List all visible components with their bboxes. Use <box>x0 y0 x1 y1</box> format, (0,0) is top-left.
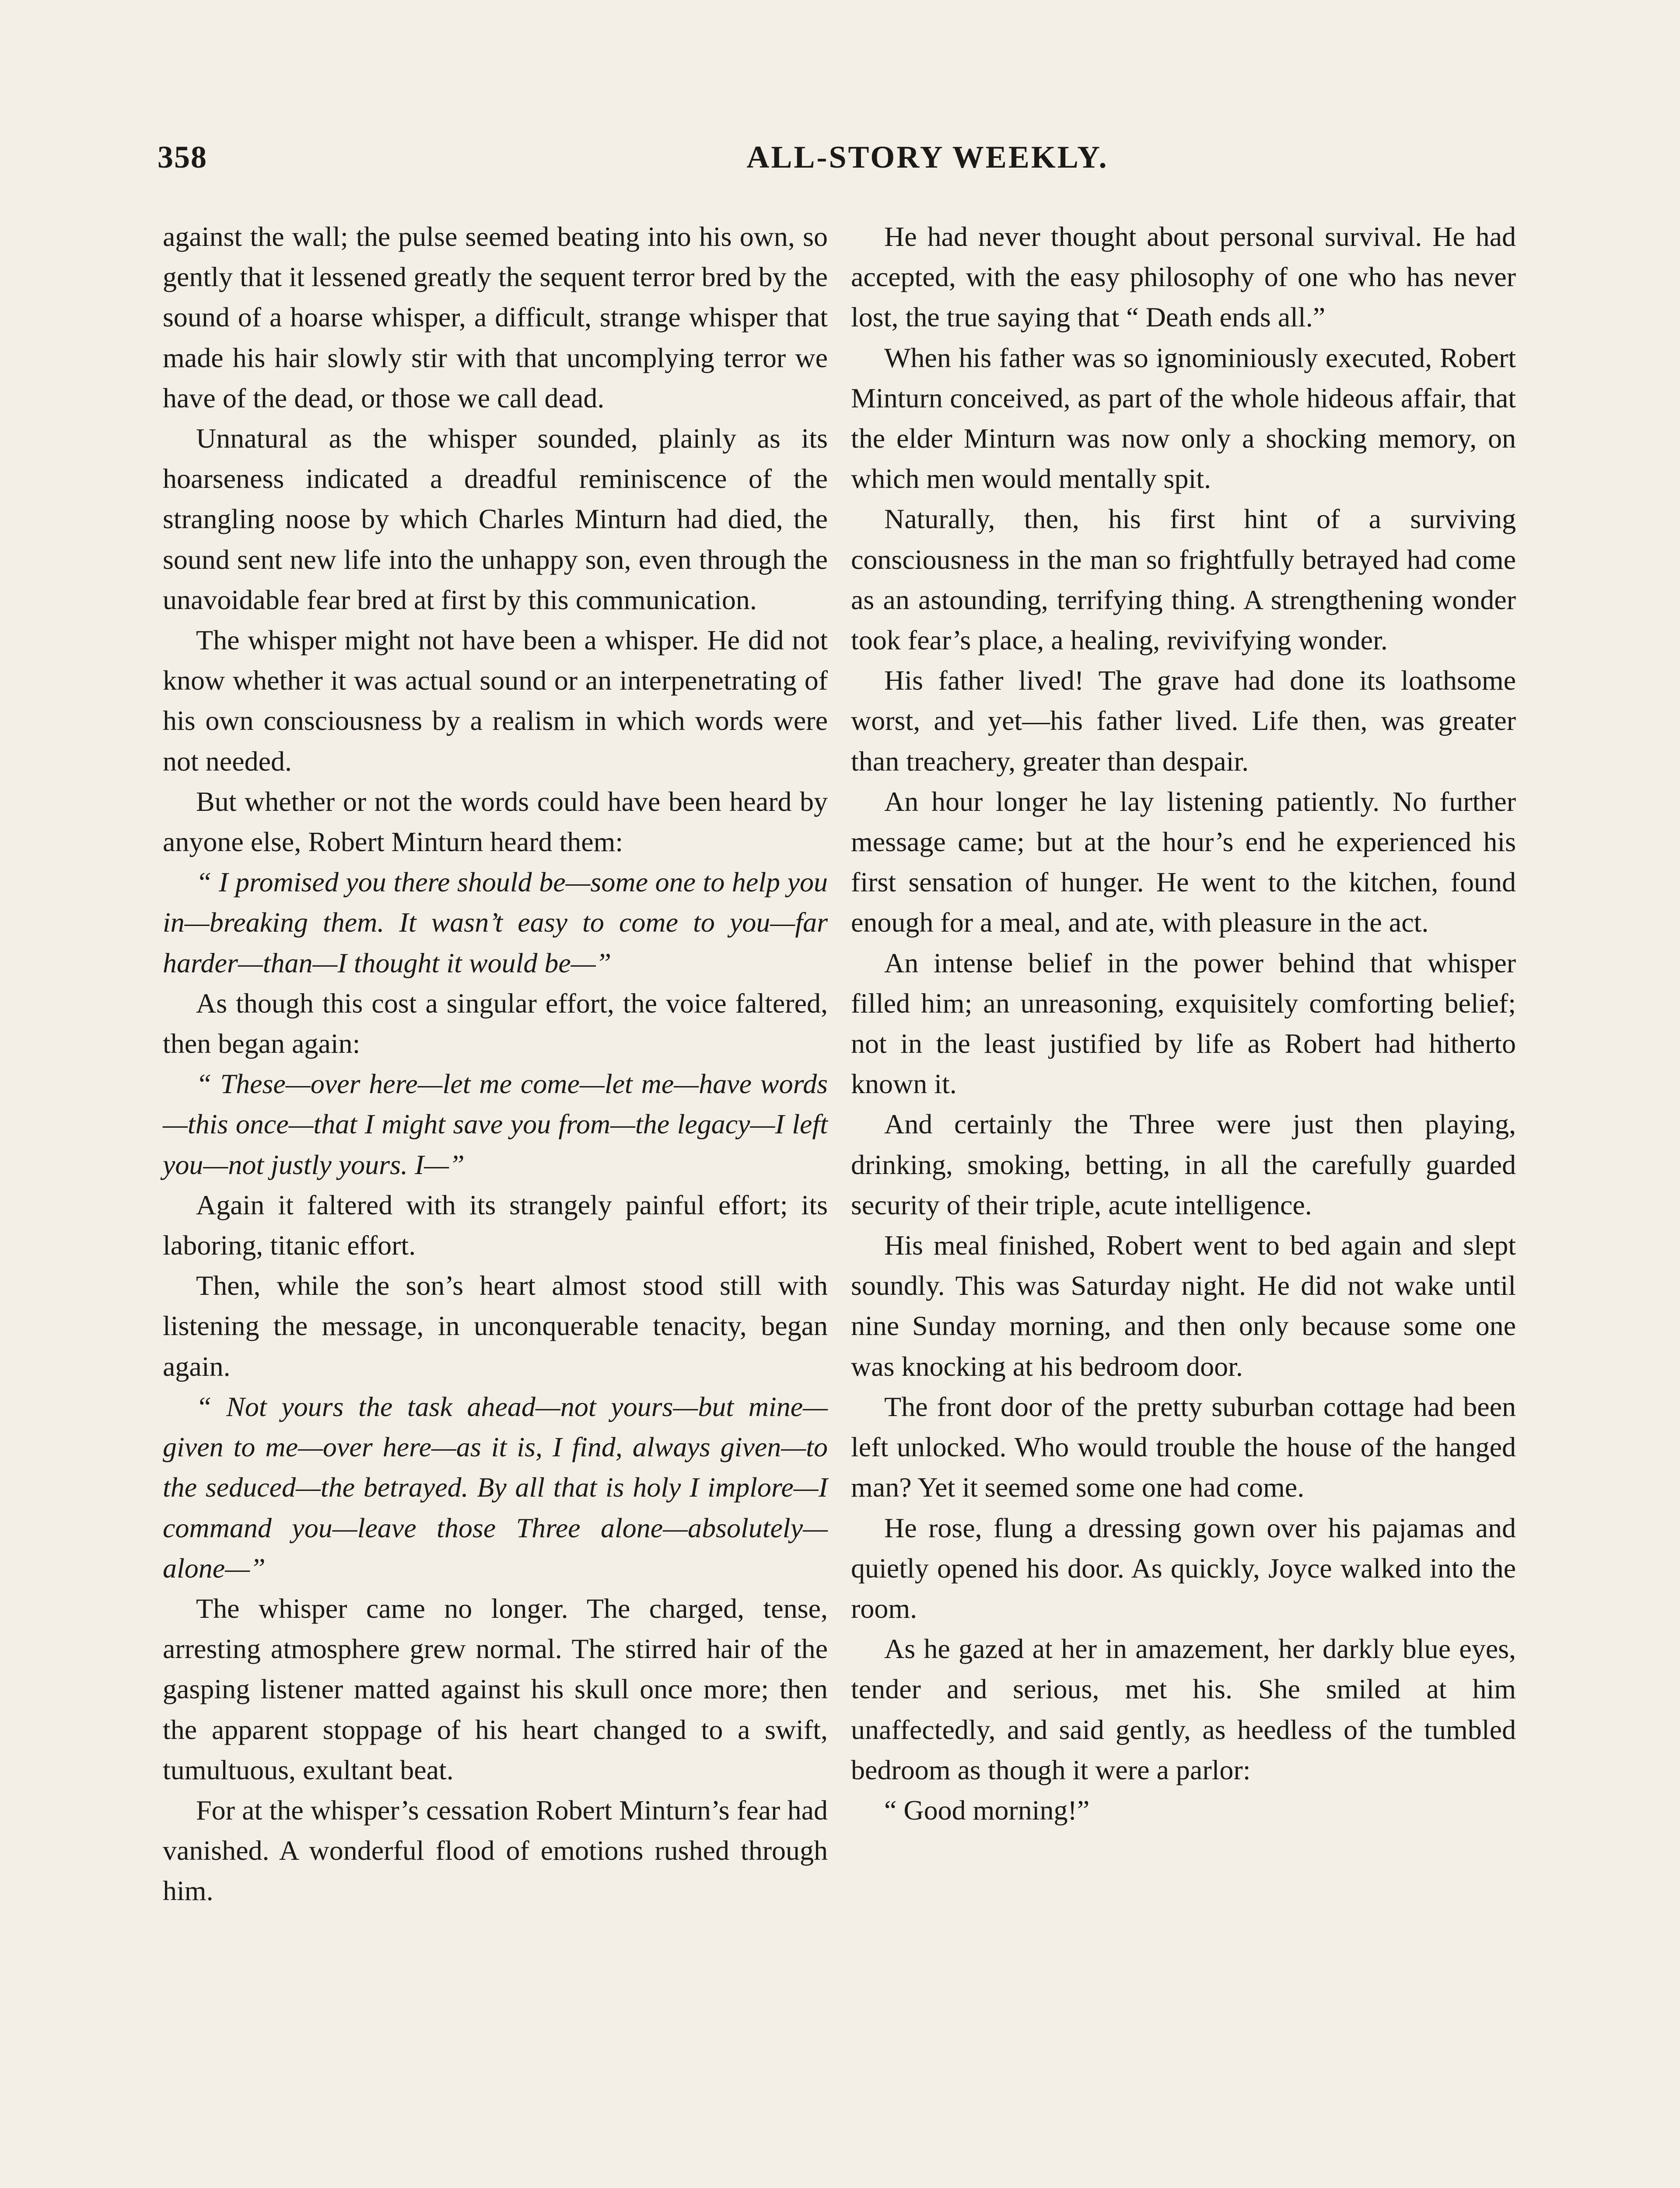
paragraph: An intense belief in the power behind that whisper filled him; an unreasoning, exquisitely comforting belief; not in the least justified by life as Robert had hitherto known it. <box>851 947 1516 1100</box>
paragraph: And certainly the Three were just then playing, drinking, smoking, betting, in all the carefully guarded security of their triple, acute intelligence. <box>851 1108 1516 1220</box>
paragraph: “ Good morning!” <box>884 1794 1090 1826</box>
paragraph: He rose, flung a dressing gown over his pajamas and quietly opened his door. As quickly, Joyce walked into the room. <box>851 1512 1516 1624</box>
paragraph: An hour longer he lay listening patiently. No further message came; but at the hour’s end he experienced his first sensation of hunger. He went to the kitchen, found enough for a meal, and ate, with pleasure in the act. <box>851 785 1516 938</box>
paragraph: The whisper came no longer. The charged, tense, arresting atmosphere grew normal. The stirred hair of the gasping listener matted against his skull once more; then the apparent stoppage of his heart changed to a swift, tumultuous, exultant beat. <box>163 1592 828 1785</box>
paragraph: Again it faltered with its strangely painful effort; its laboring, titanic effort. <box>163 1189 828 1261</box>
paragraph: As he gazed at her in amazement, her darkly blue eyes, tender and serious, met his. She smiled at him unaffectedly, and said gently, as heedless of the tumbled bedroom as though it were a parlor: <box>851 1633 1516 1785</box>
paragraph: He had never thought about personal survival. He had accepted, with the easy philosophy of one who has never lost, the true saying that “ Death ends all.” <box>851 221 1516 333</box>
paragraph: His father lived! The grave had done its loathsome worst, and yet—his father lived. Life then, was greater than treachery, greater than despair. <box>851 665 1516 777</box>
page-header <box>158 139 1522 192</box>
paragraph: His meal finished, Robert went to bed again and slept soundly. This was Saturday night. He did not wake until nine Sunday morning, and then only because some one was knocking at his bedroom door. <box>851 1230 1516 1382</box>
paragraph: But whether or not the words could have been heard by anyone else, Robert Minturn heard them: <box>163 785 828 858</box>
page-number: 358 <box>158 140 207 175</box>
right-column <box>851 217 1516 1830</box>
whisper-quote: “ I promised you there should be—some one to help you in—breaking them. It wasn’t easy to come to you—far harder—than—I thought it would be—” <box>163 866 828 978</box>
paragraph: When his father was so ignominiously executed, Robert Minturn conceived, as part of the whole hideous affair, that the elder Minturn was now only a shocking memory, on which men would mentally spit. <box>851 342 1516 494</box>
left-column <box>163 217 828 1911</box>
paragraph: Unnatural as the whisper sounded, plainly as its hoarseness indicated a dreadful reminiscence of the strangling noose by which Charles Minturn had died, the sound sent new life into the unhappy son, even through the unavoidable fear bred at first by this communication. <box>163 423 828 615</box>
paragraph: Naturally, then, his first hint of a surviving consciousness in the man so frightfully betrayed had come as an astounding, terrifying thing. A strengthening wonder took fear’s place, a healing, revivifying wonder. <box>851 503 1516 656</box>
paragraph: The whisper might not have been a whisper. He did not know whether it was actual sound or an interpenetrating of his own consciousness by a realism in which words were not needed. <box>163 624 828 777</box>
whisper-quote: “ These—over here—let me come—let me—have words—this once—that I might save you from—the legacy—I left you—not justly yours. I—” <box>163 1068 828 1180</box>
paragraph: For at the whisper’s cessation Robert Minturn’s fear had vanished. A wonderful flood of emotions rushed through him. <box>163 1794 828 1907</box>
paragraph: against the wall; the pulse seemed beating into his own, so gently that it lessened greatly the sequent terror bred by the sound of a hoarse whisper, a difficult, strange whisper that made his hair slowly stir with that uncomplying terror we have of the dead, or those we call dead. <box>163 221 828 414</box>
paragraph: The front door of the pretty suburban cottage had been left unlocked. Who would trouble the house of the hanged man? Yet it seemed some one had come. <box>851 1391 1516 1503</box>
running-head: ALL-STORY WEEKLY. <box>746 140 1109 175</box>
paragraph: Then, while the son’s heart almost stood still with listening the message, in unconquerable tenacity, began again. <box>163 1270 828 1382</box>
whisper-quote: “ Not yours the task ahead—not yours—but mine—given to me—over here—as it is, I find, always given—to the seduced—the betrayed. By all that is holy I implore—I command you—leave those Three alone—absolutely—alone—” <box>163 1391 828 1584</box>
paragraph: As though this cost a singular effort, the voice faltered, then began again: <box>163 987 828 1059</box>
